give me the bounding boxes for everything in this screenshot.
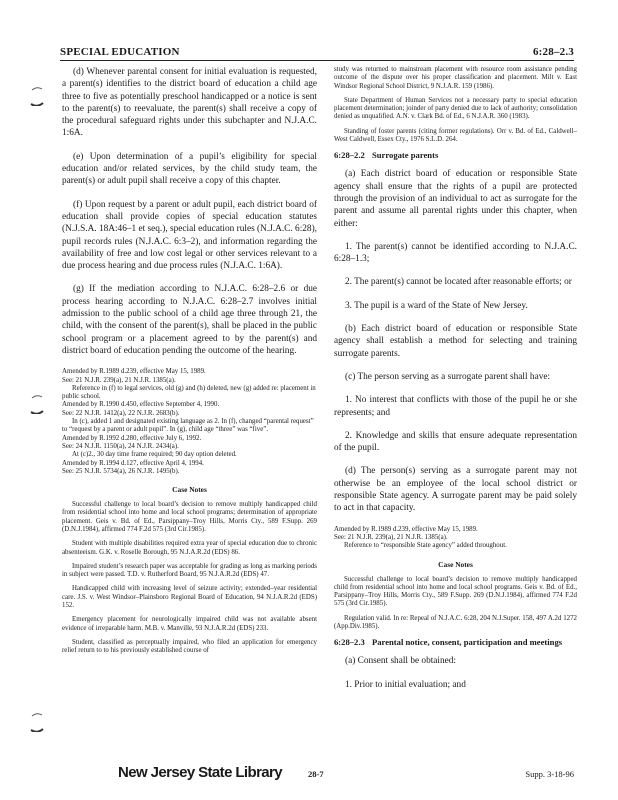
subsection-c: (c) The person serving as a surrogate parent shall have:: [345, 371, 551, 382]
case-note: Handicapped child with increasing level of seizure activity; extended–year residential care. J.S. v. West Windsor–Plainsboro Regional Board of Education, 94 N.J.A.R.2d (EDS) 152.: [62, 585, 317, 610]
running-header: [60, 44, 574, 58]
case-note: Regulation valid. In re: Repeal of N.J.A.C. 6:28, 204 N.J.Super. 158, 497 A.2d 1272 (App.Div.1985).: [334, 614, 577, 630]
history-line: Amended by R.1990 d.450, effective September 4, 1990.: [62, 401, 220, 409]
list-item: 1. The parent(s) cannot be identified according to N.J.A.C. 6:28–1.3;: [334, 241, 577, 265]
list-item: 3. The pupil is a ward of the State of New Jersey.: [345, 300, 528, 311]
header-section-number: 6:28–2.3: [532, 46, 574, 58]
case-note: Successful challenge to local board’s decision to remove multiply handicapped child from residential school into home and local school programs; determination of appropriate placement. Geis v. Bd. of Ed., Parsippany–Troy Hills, Morris Cty., 589 F.Supp. 269 (D.N.J.1984), affirmed 774 F.2d 575 (3rd Cir.1985).: [62, 501, 317, 533]
header-chapter-title: SPECIAL EDUCATION: [60, 46, 180, 58]
history-line: In (c), added 1 and designated existing language as 2. In (f), changed “parental request” to “request by a parent or adult pupil”. In (g), child age “three” was “five”.: [62, 418, 314, 434]
case-note: Impaired student’s research paper was acceptable for grading as long as marking periods in subject were passed. T.D. v. Rutherford Board, 95 N.J.A.R.2d (EDS) 47.: [62, 562, 317, 579]
page-footer: [60, 764, 574, 784]
history-line: Reference to “responsible State agency” added throughout.: [344, 542, 507, 550]
case-note-continued: study was returned to mainstream placement with resource room assistance pending outcome of the dispute over his proper classification and placement. Milt v. East Windsor Regional School District, 9 N.J.A.R. 159 (1986).: [334, 66, 577, 90]
case-note: Successful challenge to local board’s decision to remove multiply handicapped child from residential school into home and local school programs. Geis v. Bd. of Ed., Parsippany–Troy Hills, Morris Cty., 589 F.Supp. 269 (D.N.J.1984), affirmed 774 F.2d 575 (3rd Cir.1985).: [334, 575, 577, 608]
history-notes: [62, 368, 317, 476]
section-title: Parental notice, consent, participation and meetings: [372, 637, 563, 648]
right-column: [334, 66, 577, 756]
paragraph-f: (f) Upon request by a parent or adult pupil, each district board of education shall provide copies of special education statutes (N.J.S.A. 18A:46–1 et seq.), special education rules (N.J.A.C. 6:28), pupil records rules (N.J.A.C. 6:3–2), and information regarding the availability of free and low cost legal or other services relevant to a due process hearing and due process rules (N.J.A.C. 1:6A).: [62, 199, 317, 272]
punch-mark-icon: [30, 86, 44, 94]
history-line: See: 22 N.J.R. 1412(a), 22 N.J.R. 2683(b).: [62, 409, 180, 417]
history-line: See: 25 N.J.R. 5734(a), 26 N.J.R. 1495(b).: [62, 467, 180, 475]
section-number: 6:28–2.2: [334, 150, 365, 161]
list-item: 2. Knowledge and skills that ensure adequate representation of the pupil.: [334, 430, 577, 454]
history-line: Amended by R.1994 d.127, effective April 4, 1994.: [62, 459, 204, 467]
list-item: 2. The parent(s) cannot be located after reasonable efforts; or: [345, 277, 572, 288]
history-line: See: 21 N.J.R. 239(a), 21 N.J.R. 1385(a).: [62, 376, 176, 384]
punch-mark-icon: [30, 712, 44, 720]
section-heading-2-2: [334, 150, 577, 161]
paragraph-e: (e) Upon determination of a pupil’s eligibility for special education and/or related services, by the child study team, the parent(s) or adult pupil shall receive a copy of this chapter.: [62, 151, 317, 187]
case-note: Emergency placement for neurologically impaired child was not available absent evidence of irreparable harm. M.B. v. Manville, 93 N.J.A.R.2d (EDS) 233.: [62, 616, 317, 632]
case-note: State Department of Human Services not a necessary party to special education placement determination; joinder of party denied due to lack of authority; consolidation denied as unqualified. A.N. v. Clark Bd. of Ed., 6 N.J.A.R. 360 (1983).: [334, 96, 577, 121]
supplement-date: Supp. 3-18-96: [525, 769, 574, 779]
history-line: See: 24 N.J.R. 1150(a), 24 N.J.R. 2434(a).: [62, 442, 179, 450]
history-line: Amended by R.1989 d.239, effective May 15, 1989.: [62, 368, 206, 376]
history-notes: [334, 526, 577, 551]
history-line: Amended by R.1992 d.280, effective July 6, 1992.: [62, 434, 202, 442]
library-watermark: New Jersey State Library: [118, 764, 283, 781]
list-item: 1. No interest that conflicts with those of the pupil he or she represents; and: [334, 395, 577, 418]
left-column: [62, 66, 317, 766]
history-line: Amended by R.1989 d.239, effective May 15, 1989.: [334, 525, 478, 533]
history-line: See: 21 N.J.R. 239(a), 21 N.J.R. 1385(a).: [334, 533, 448, 541]
subsection-d: (d) The person(s) serving as a surrogate parent may not otherwise be an employee of the local school district or responsible State agency. A surrogate parent may be paid solely to act in that capacity.: [334, 466, 577, 514]
case-note: Standing of foster parents (citing former regulations). Orr v. Bd. of Ed., Caldwell–West Caldwell, Essex Cty., 1976 S.L.D. 264.: [334, 127, 577, 144]
section-heading-2-3: [334, 637, 577, 648]
section-number: 6:28–2.3: [334, 637, 365, 648]
history-line: Reference in (f) to legal services, old (g) and (h) deleted, new (g) added re: placement in public school.: [62, 384, 316, 401]
list-item: 1. Prior to initial evaluation; and: [345, 679, 466, 690]
case-notes-heading: Case Notes: [172, 485, 207, 495]
history-line: At (c)2., 30 day time frame required; 90 day option deleted.: [72, 451, 237, 459]
case-notes-heading: Case Notes: [438, 559, 473, 569]
subsection-a: (a) Consent shall be obtained:: [345, 656, 457, 667]
paragraph-d: (d) Whenever parental consent for initial evaluation is requested, a parent(s) identifies to the district board of education a child age three to five as potentially preschool handicapped or a notice is sent to the parent(s) to reevaluate, the parent(s) shall receive a copy of the procedural safeguard rights under this subchapter and N.J.A.C. 1:6A.: [62, 67, 317, 139]
section-title: Surrogate parents: [372, 150, 439, 161]
subsection-a: (a) Each district board of education or responsible State agency shall ensure that the rights of a pupil are protected through the provision of an individual to act as surrogate for the parent and assume all parental rights under this chapter, when either:: [334, 169, 577, 229]
case-note: Student, classified as perceptually impaired, who filed an application for emergency relief return to to his previously established course of: [62, 638, 317, 655]
subsection-b: (b) Each district board of education or responsible State agency shall establish a method for selecting and training surrogate parents.: [334, 324, 577, 359]
page-number: 28-7: [308, 769, 324, 779]
case-note: Student with multiple disabilities required extra year of special education due to chronic absenteeism. G.K. v. Roselle Borough, 95 N.J.A.R.2d (EDS) 86.: [62, 540, 317, 556]
header-rule: [60, 60, 574, 61]
punch-mark-icon: [30, 394, 44, 402]
paragraph-g: (g) If the mediation according to N.J.A.C. 6:28–2.6 or due process hearing according to N.J.A.C. 6:28–2.7 involves initial admission to the public school of a child age three through 21, the child, with the consent of the parent(s), shall be placed in the public school program or a placement agreed to by the parent(s) and district board of education pending the outcome of the hearing.: [62, 284, 317, 356]
